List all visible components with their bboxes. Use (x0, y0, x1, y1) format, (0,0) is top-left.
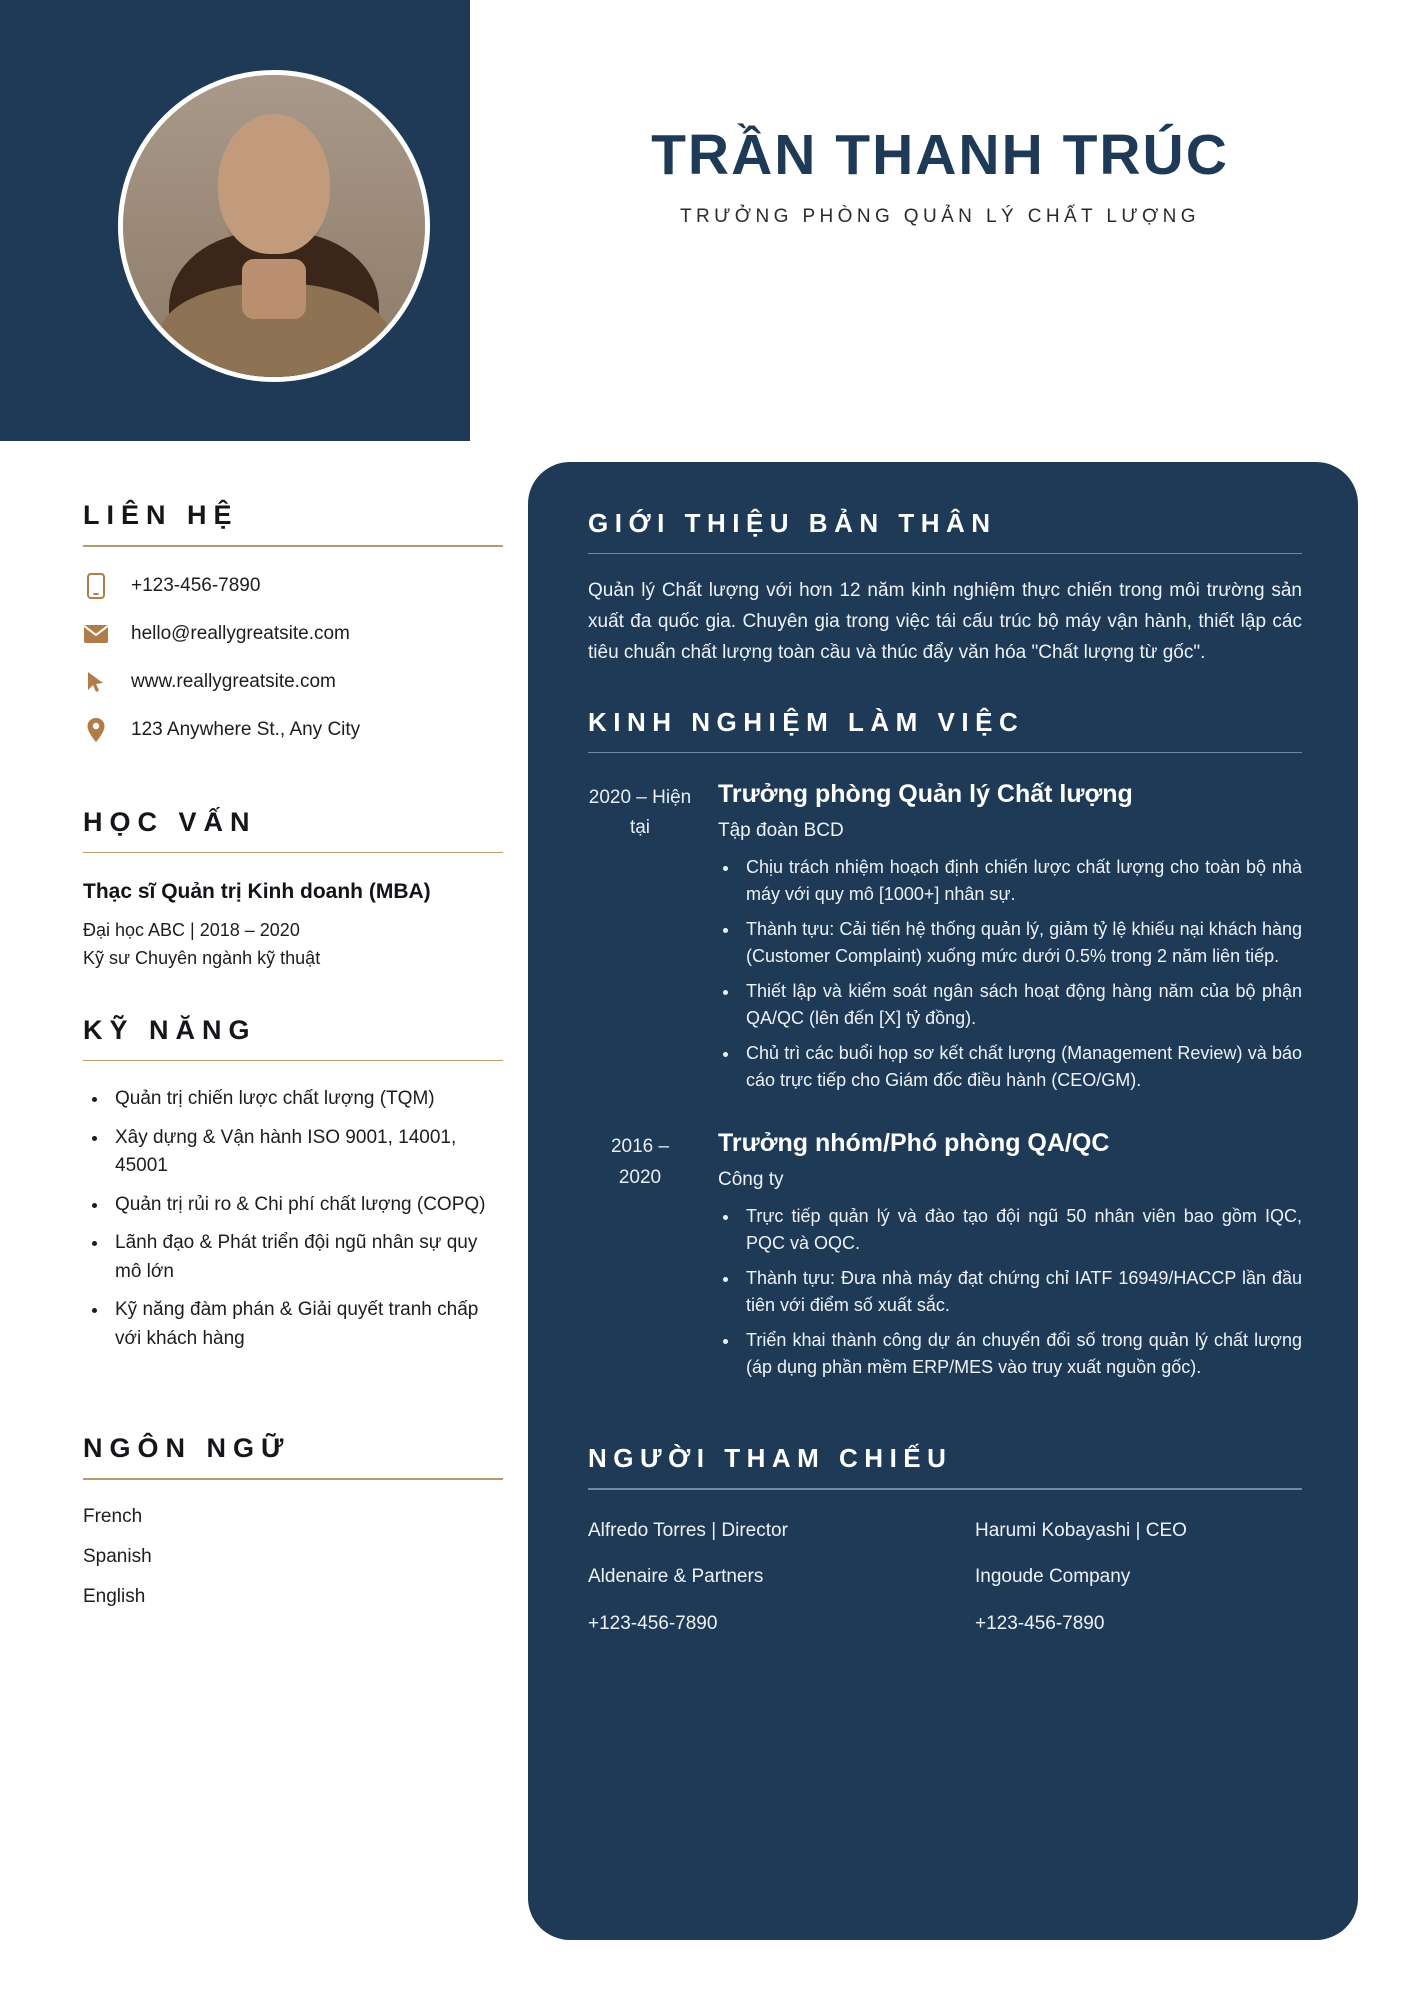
experience-section (588, 707, 1302, 753)
divider (83, 1060, 503, 1062)
reference-item (975, 1516, 1302, 1656)
avatar-photo (123, 75, 425, 377)
about-text: Quản lý Chất lượng với hơn 12 năm kinh nghiệm thực chiến trong môi trường sản xuất đa quốc gia. Chuyên gia trong việc tái cấu trúc bộ máy vận hành, thiết lập các tiêu chuẩn chất lượng toàn cầu và thúc đẩy văn hóa "Chất lượng từ gốc". (588, 580, 1302, 663)
left-column (83, 500, 503, 1626)
contact-phone-text: +123-456-7890 (131, 574, 261, 596)
about-section-title: GIỚI THIỆU BẢN THÂN (588, 508, 997, 538)
contact-email-text: hello@reallygreatsite.com (131, 622, 350, 644)
experience-item (588, 779, 1302, 1102)
list-item: • Xây dựng & Vận hành ISO 9001, 14001, 45001 (109, 1124, 503, 1181)
list-item: • Kỹ năng đàm phán & Giải quyết tranh chấp với khách hàng (109, 1296, 503, 1353)
experience-item (588, 1128, 1302, 1389)
languages-section-title: NGÔN NGỮ (83, 1433, 291, 1464)
reference-company: Aldenaire & Partners (588, 1566, 764, 1588)
list-item: English (83, 1585, 146, 1607)
phone-icon (83, 573, 109, 599)
experience-job-title: Trưởng nhóm/Phó phòng QA/QC (718, 1129, 1110, 1158)
avatar-face (218, 114, 330, 254)
list-item: • Lãnh đạo & Phát triển đội ngũ nhân sự quy mô lớn (109, 1229, 503, 1286)
contact-item-website[interactable] (83, 669, 503, 695)
list-item: • Thành tựu: Đưa nhà máy đạt chứng chỉ IATF 16949/HACCP lần đầu tiên với điểm số xuất sắc. (740, 1265, 1302, 1319)
location-icon (83, 717, 109, 743)
contact-website-text: www.reallygreatsite.com (131, 670, 336, 692)
references-list (588, 1516, 1302, 1656)
reference-phone: +123-456-7890 (588, 1613, 718, 1635)
job-title: TRƯỞNG PHÒNG QUẢN LÝ CHẤT LƯỢNG (680, 205, 1200, 227)
reference-phone: +123-456-7890 (975, 1613, 1105, 1635)
list-item: • Trực tiếp quản lý và đào tạo đội ngũ 50 nhân viên bao gồm IQC, PQC và OQC. (740, 1203, 1302, 1257)
list-item: • Triển khai thành công dự án chuyển đổi số trong quản lý chất lượng (áp dụng phần mềm ERP/MES vào truy xuất nguồn gốc). (740, 1327, 1302, 1381)
skills-list (109, 1085, 503, 1353)
contact-item-phone[interactable] (83, 573, 503, 599)
contact-address-text: 123 Anywhere St., Any City (131, 718, 361, 740)
list-item: Spanish (83, 1545, 152, 1567)
contact-item-address[interactable] (83, 717, 503, 743)
email-icon (83, 621, 109, 647)
experience-date: 2016 – 2020 (610, 1136, 670, 1188)
divider (588, 752, 1302, 753)
list-item: • Thiết lập và kiểm soát ngân sách hoạt động hàng năm của bộ phận QA/QC (lên đến [X] tỷ đồng). (740, 978, 1302, 1032)
experience-bullets (740, 1203, 1302, 1381)
list-item: • Chịu trách nhiệm hoạch định chiến lược chất lượng cho toàn bộ nhà máy với quy mô [1000+] nhân sự. (740, 854, 1302, 908)
list-item: • Thành tựu: Cải tiến hệ thống quản lý, giảm tỷ lệ khiếu nại khách hàng (Customer Complaint) xuống mức dưới 0.5% trong 2 năm liên tiếp. (740, 916, 1302, 970)
education-school: Đại học ABC | 2018 – 2020 (83, 919, 300, 940)
page-title: TRẦN THANH TRÚC (651, 123, 1229, 187)
languages-list (83, 1506, 503, 1608)
experience-organization: Tập đoàn BCD (718, 820, 844, 842)
spacer (83, 765, 503, 807)
contact-section-title: LIÊN HỆ (83, 500, 239, 530)
list-item: • Quản trị rủi ro & Chi phí chất lượng (COPQ) (109, 1191, 503, 1220)
reference-name: Alfredo Torres | Director (588, 1519, 788, 1541)
divider (588, 1488, 1302, 1489)
spacer (83, 1363, 503, 1433)
experience-job-title: Trưởng phòng Quản lý Chất lượng (718, 779, 1133, 808)
divider (83, 545, 503, 547)
right-panel (528, 462, 1358, 1940)
references-section (588, 1443, 1302, 1489)
name-block (480, 123, 1400, 228)
reference-item (588, 1516, 915, 1656)
list-item: • Chủ trì các buổi họp sơ kết chất lượng (Management Review) và báo cáo trực tiếp cho Giám đốc điều hành (CEO/GM). (740, 1040, 1302, 1094)
experience-body (692, 1128, 1302, 1389)
website-icon (83, 669, 109, 695)
avatar-neck (242, 259, 306, 319)
education-section-title: HỌC VẤN (83, 806, 257, 837)
education-degree: Thạc sĩ Quản trị Kinh doanh (MBA) (83, 880, 431, 903)
list-item: • Quản trị chiến lược chất lượng (TQM) (109, 1085, 503, 1114)
experience-bullets (740, 854, 1302, 1094)
spacer (83, 973, 503, 1015)
list-item: French (83, 1505, 143, 1527)
experience-organization: Công ty (718, 1169, 784, 1191)
experience-date: 2020 – Hiện tại (588, 786, 692, 839)
divider (588, 553, 1302, 554)
skills-section-title: KỸ NĂNG (83, 1014, 257, 1045)
divider (83, 1478, 503, 1480)
experience-body (692, 779, 1302, 1102)
reference-company: Ingoude Company (975, 1566, 1131, 1588)
divider (83, 852, 503, 854)
experience-section-title: KINH NGHIỆM LÀM VIỆC (588, 706, 1025, 737)
contact-item-email[interactable] (83, 621, 503, 647)
reference-name: Harumi Kobayashi | CEO (975, 1519, 1187, 1541)
avatar (118, 70, 430, 382)
education-extra: Kỹ sư Chuyên ngành kỹ thuật (83, 947, 321, 968)
references-section-title: NGƯỜI THAM CHIẾU (588, 1443, 953, 1474)
contact-list (83, 573, 503, 743)
